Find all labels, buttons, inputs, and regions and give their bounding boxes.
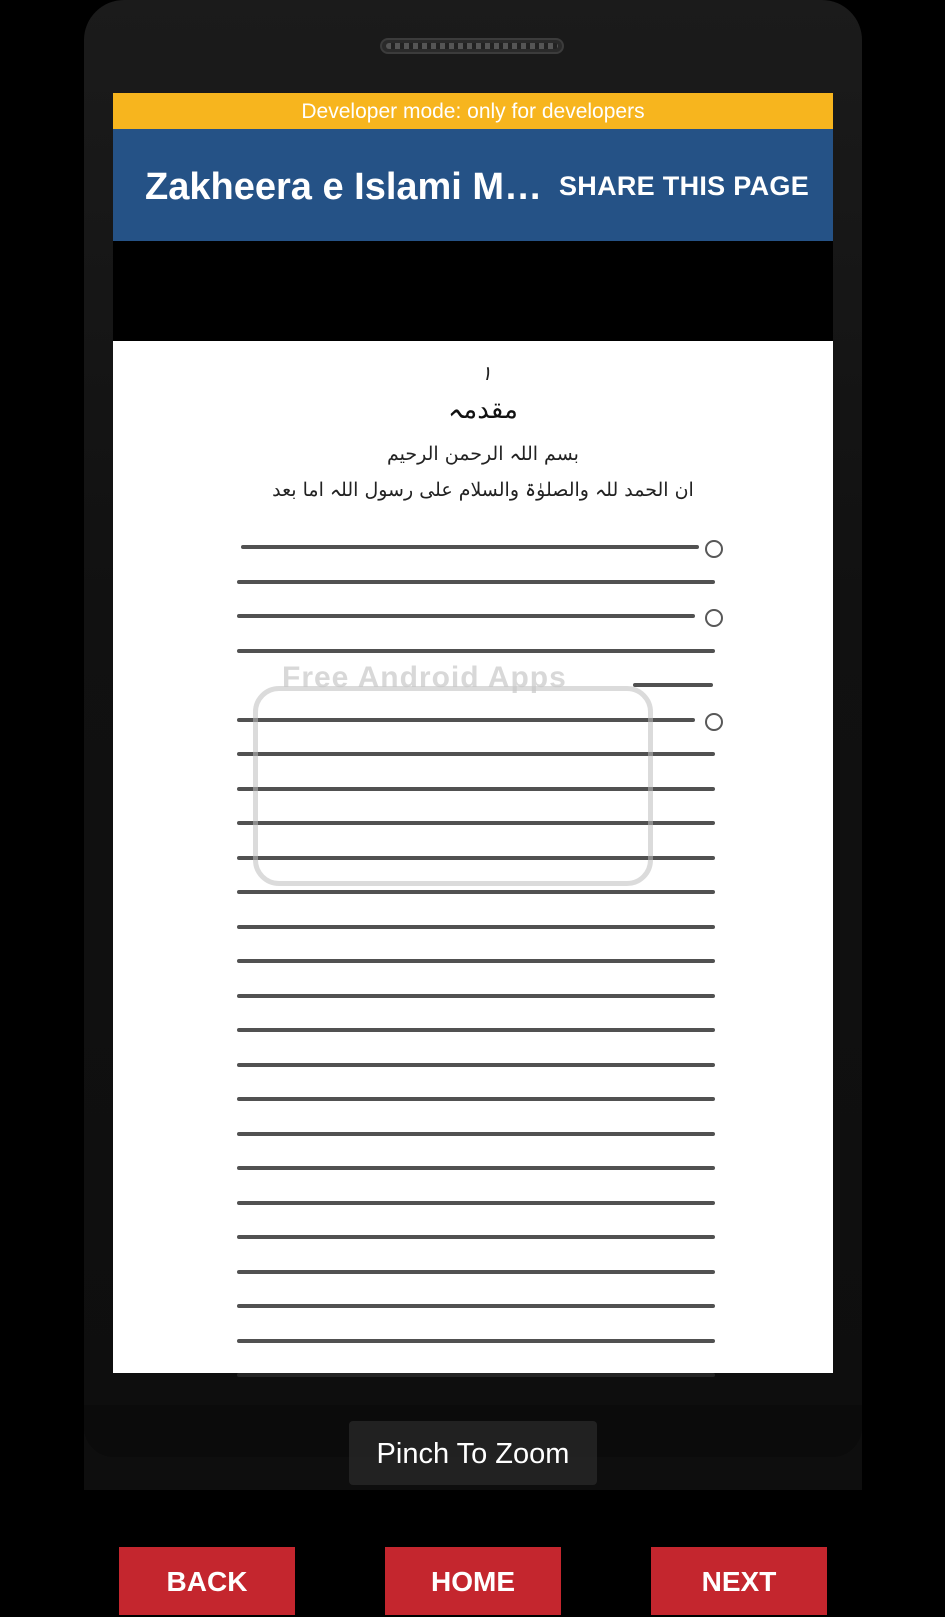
back-button[interactable]: BACK: [119, 1547, 295, 1615]
page-heading: مقدمہ: [448, 395, 518, 425]
app-title: Zakheera e Islami M…: [145, 166, 543, 208]
page-number: ۱: [481, 361, 492, 385]
pinch-to-zoom-toast: Pinch To Zoom: [349, 1421, 597, 1485]
app-bar: [113, 129, 833, 241]
bismillah-line: بسم اللہ الرحمن الرحیم: [387, 443, 579, 465]
developer-mode-banner: Developer mode: only for developers: [113, 93, 833, 129]
book-page-viewer[interactable]: [113, 341, 833, 1597]
share-page-button[interactable]: SHARE THIS PAGE: [558, 171, 809, 201]
next-button[interactable]: NEXT: [651, 1547, 827, 1615]
screen: [113, 93, 833, 1597]
speaker-grill-icon: [380, 38, 564, 54]
home-button[interactable]: HOME: [385, 1547, 561, 1615]
watermark-logo: [253, 661, 653, 886]
watermark-text: Free Android Apps: [282, 661, 567, 694]
hamd-line: ان الحمد للہ والصلوٰۃ والسلام علی رسول اللہ اما بعد: [272, 479, 694, 501]
